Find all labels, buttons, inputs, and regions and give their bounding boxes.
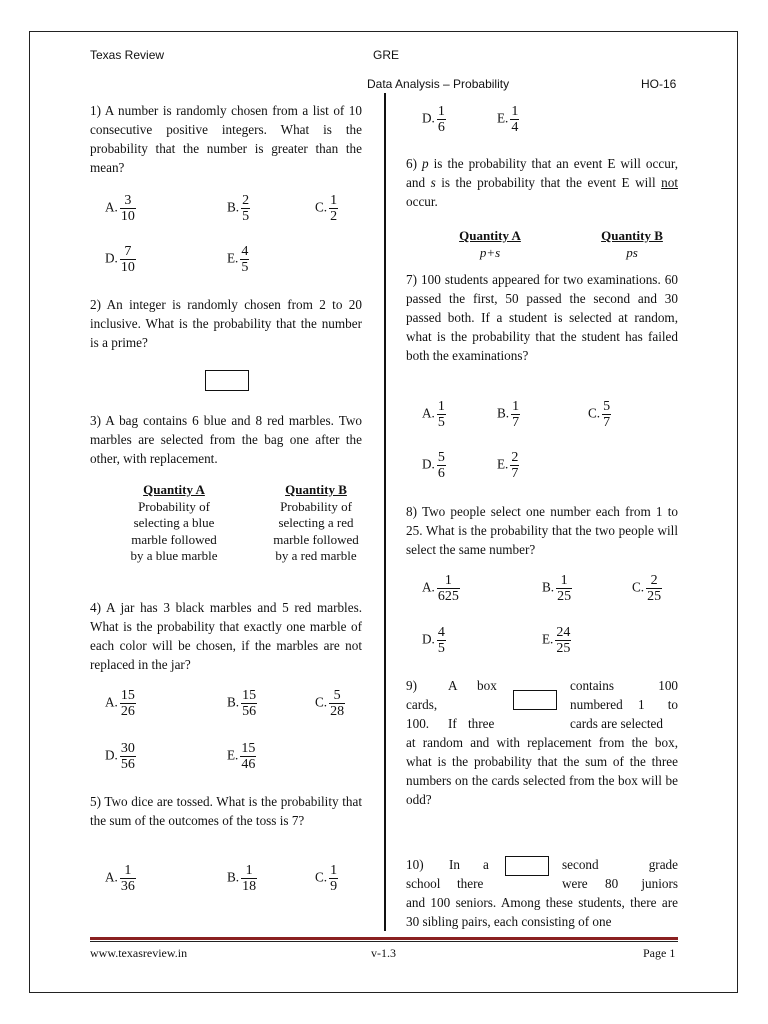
question-7-text: 7) 100 students appeared for two examinations. 60 passed the first, 50 passed the second and 30 passed both. If a student is selected at random, what is the probability that the student has failed both the examinations? bbox=[406, 272, 678, 363]
q6-quantity-a bbox=[440, 228, 540, 261]
q8-option-c: C. $\frac{2}{25}$ bbox=[632, 573, 662, 604]
q3-quantity-a bbox=[113, 482, 235, 565]
var-s: s bbox=[430, 175, 436, 190]
answer-box-q10[interactable] bbox=[505, 856, 549, 876]
header-topic: Data Analysis – Probability bbox=[367, 77, 510, 91]
q3-quantity-a-line: marble followed bbox=[131, 531, 217, 547]
q6-quantity-b bbox=[582, 228, 682, 261]
q8-option-d: D. $\frac{4}{5}$ bbox=[422, 625, 445, 656]
q6-quantity-b-title: Quantity B bbox=[601, 228, 663, 243]
q7-option-c: C. $\frac{5}{7}$ bbox=[588, 399, 611, 430]
q6-quantity-b-expr: ps bbox=[626, 244, 638, 260]
header-code: HO-16 bbox=[641, 77, 677, 91]
q4-option-c: C. $\frac{5}{28}$ bbox=[315, 688, 345, 719]
answer-box-q2[interactable] bbox=[205, 370, 249, 391]
footer-website-link[interactable]: www.texasreview.in bbox=[90, 946, 188, 960]
question-6-text: 6) p is the probability that an event E will occur, and s is the probability that the event E will not occur. bbox=[406, 156, 678, 209]
q3-quantity-b bbox=[255, 482, 377, 565]
q7-option-b: B. $\frac{1}{7}$ bbox=[497, 399, 520, 430]
question-4-text: 4) A jar has 3 black marbles and 5 red marbles. What is the probability that exactly one marble of each color will be chosen, if the marbles are not replaced in the jar? bbox=[90, 600, 362, 672]
answer-box-q9[interactable] bbox=[513, 690, 557, 710]
footer-rule-dark bbox=[90, 941, 678, 942]
q6-quantity-a-expr: p+s bbox=[479, 244, 501, 260]
q4-option-a: A. $\frac{15}{26}$ bbox=[105, 688, 135, 719]
question-5-text: 5) Two dice are tossed. What is the probability that the sum of the outcomes of the toss is 7? bbox=[90, 794, 362, 828]
q8-option-b: B. $\frac{1}{25}$ bbox=[542, 573, 572, 604]
q4-option-e: E. $\frac{15}{46}$ bbox=[227, 741, 256, 772]
question-10-rest: and 100 seniors. Among these students, there are 30 sibling pairs, each consisting of one bbox=[406, 895, 678, 929]
q3-quantity-a-line: selecting a blue bbox=[133, 515, 215, 530]
q5-option-b: B. $\frac{1}{18}$ bbox=[227, 863, 257, 894]
question-9-rest: at random and with replacement from the box, what is the probability that the sum of the three numbers on the cards selected from the box will be odd? bbox=[406, 735, 678, 807]
q3-quantity-b-line: by a red marble bbox=[275, 548, 357, 563]
q7-option-a: A. $\frac{1}{5}$ bbox=[422, 399, 445, 430]
q3-quantity-a-title: Quantity A bbox=[143, 482, 205, 497]
header-left: Texas Review bbox=[90, 48, 165, 62]
header-center: GRE bbox=[373, 48, 400, 62]
q4-option-b: B. $\frac{15}{56}$ bbox=[227, 688, 257, 719]
q3-quantity-b-line: marble followed bbox=[273, 531, 359, 547]
q1-option-d: D. $\frac{7}{10}$ bbox=[105, 244, 135, 275]
question-8-text: 8) Two people select one number each from 1 to 25. What is the probability that the two people will select the same number? bbox=[406, 504, 678, 557]
q5-option-e: E. $\frac{1}{4}$ bbox=[497, 104, 519, 135]
question-3-text: 3) A bag contains 6 blue and 8 red marbles. Two marbles are selected from the bag one after the other, with replacement. bbox=[90, 413, 362, 466]
q3-quantity-a-line: Probability of bbox=[138, 498, 210, 514]
footer-page-number: Page 1 bbox=[643, 946, 676, 960]
q3-quantity-b-title: Quantity B bbox=[285, 482, 347, 497]
q5-option-c: C. $\frac{1}{9}$ bbox=[315, 863, 338, 894]
not-emphasis: not bbox=[661, 175, 678, 190]
q5-option-a: A. $\frac{1}{36}$ bbox=[105, 863, 135, 894]
q3-quantity-b-line: Probability of bbox=[280, 498, 352, 514]
footer-version: v-1.3 bbox=[371, 946, 396, 960]
q1-option-b: B. $\frac{2}{5}$ bbox=[227, 193, 250, 224]
footer-rule-red bbox=[90, 937, 678, 940]
q8-option-e: E. $\frac{24}{25}$ bbox=[542, 625, 571, 656]
q1-option-c: C. $\frac{1}{2}$ bbox=[315, 193, 338, 224]
column-divider bbox=[384, 93, 386, 931]
q3-quantity-a-line: by a blue marble bbox=[130, 548, 218, 563]
q4-option-d: D. $\frac{30}{56}$ bbox=[105, 741, 135, 772]
q7-option-d: D. $\frac{5}{6}$ bbox=[422, 450, 445, 481]
question-1-text: 1) A number is randomly chosen from a list of 10 consecutive positive integers. What is the probability that the number is greater than the mean? bbox=[90, 103, 362, 175]
var-p: p bbox=[422, 156, 429, 171]
q8-option-a: A. $\frac{1}{625}$ bbox=[422, 573, 459, 604]
q7-option-e: E. $\frac{2}{7}$ bbox=[497, 450, 519, 481]
q3-quantity-b-line: selecting a red bbox=[278, 515, 354, 530]
q1-option-a: A. $\frac{3}{10}$ bbox=[105, 193, 135, 224]
question-2-text: 2) An integer is randomly chosen from 2 to 20 inclusive. What is the probability that the number is a prime? bbox=[90, 297, 362, 350]
q6-quantity-a-title: Quantity A bbox=[459, 228, 521, 243]
q5-option-d: D. $\frac{1}{6}$ bbox=[422, 104, 445, 135]
q1-option-e: E. $\frac{4}{5}$ bbox=[227, 244, 249, 275]
